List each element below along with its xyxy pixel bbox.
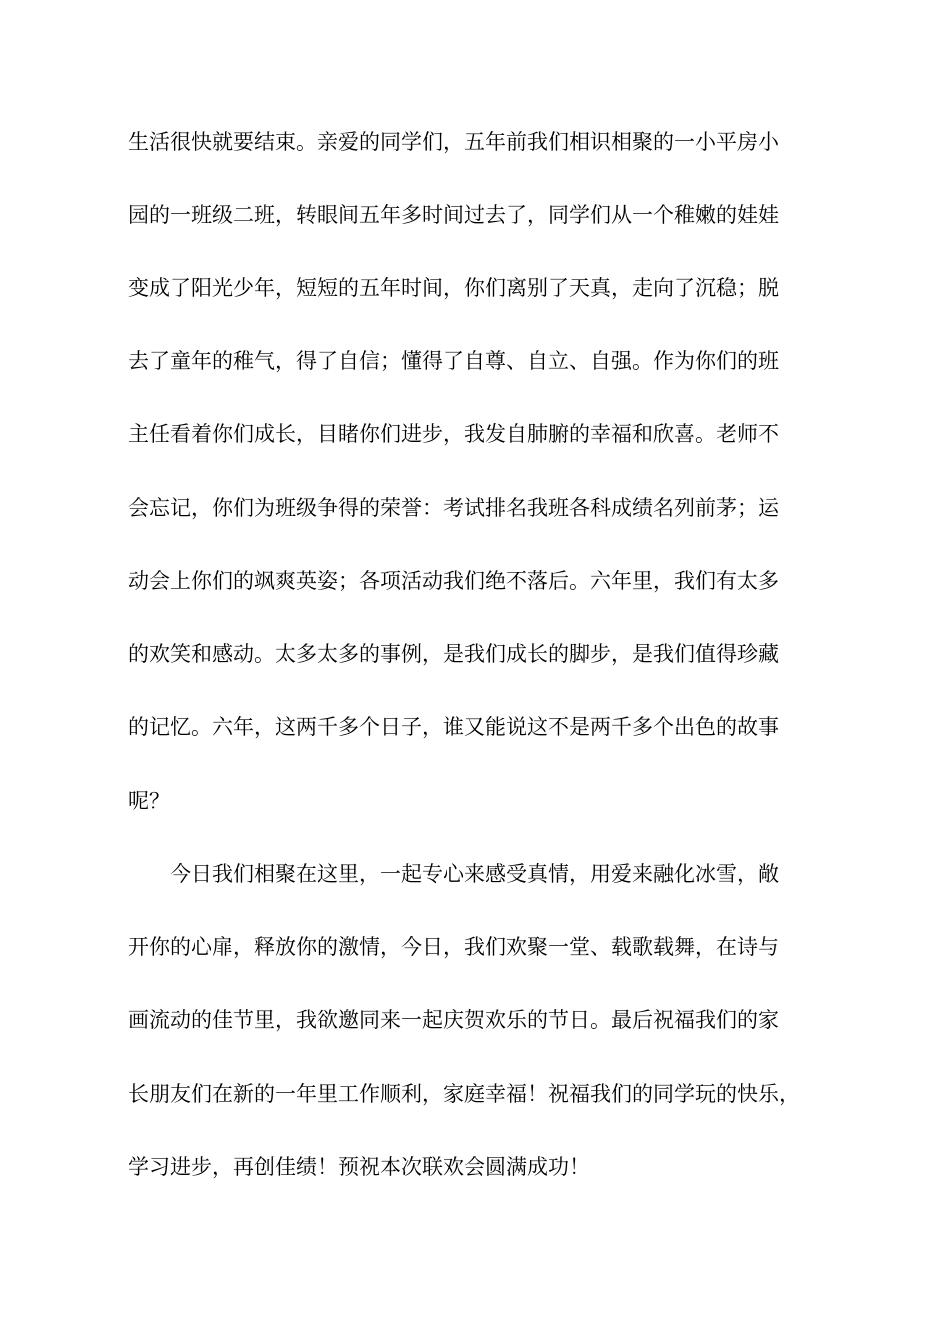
text-line: 去了童年的稚气，得了自信；懂得了自尊、自立、自强。作为你们的班 <box>128 349 779 373</box>
text-line: 长朋友们在新的一年里工作顺利，家庭幸福！祝福我们的同学玩的快乐， <box>128 1082 800 1106</box>
text-line: 学习进步，再创佳绩！预祝本次联欢会圆满成功！ <box>128 1155 590 1179</box>
text-line: 的记忆。六年，这两千多个日子，谁又能说这不是两千多个出色的故事 <box>128 715 779 739</box>
text-line: 会忘记，你们为班级争得的荣誉：考试排名我班各科成绩名列前茅；运 <box>128 496 779 520</box>
text-line: 动会上你们的飒爽英姿；各项活动我们绝不落后。六年里，我们有太多 <box>128 569 779 593</box>
text-line: 的欢笑和感动。太多太多的事例，是我们成长的脚步，是我们值得珍藏 <box>128 642 779 666</box>
text-line: 生活很快就要结束。亲爱的同学们，五年前我们相识相聚的一小平房小 <box>128 130 779 154</box>
text-line: 开你的心扉，释放你的激情，今日，我们欢聚一堂、载歌载舞，在诗与 <box>128 935 779 959</box>
paragraph-first-line: 今日我们相聚在这里，一起专心来感受真情，用爱来融化冰雪，敞 <box>170 862 779 886</box>
text-line: 变成了阳光少年，短短的五年时间，你们离别了天真，走向了沉稳；脱 <box>128 276 779 300</box>
text-line: 画流动的佳节里，我欲邀同来一起庆贺欢乐的节日。最后祝福我们的家 <box>128 1008 779 1032</box>
text-line: 主任看着你们成长，目睹你们进步，我发自肺腑的幸福和欣喜。老师不 <box>128 422 779 446</box>
text-line: 呢？ <box>128 789 170 813</box>
text-line: 园的一班级二班，转眼间五年多时间过去了，同学们从一个稚嫩的娃娃 <box>128 203 779 227</box>
